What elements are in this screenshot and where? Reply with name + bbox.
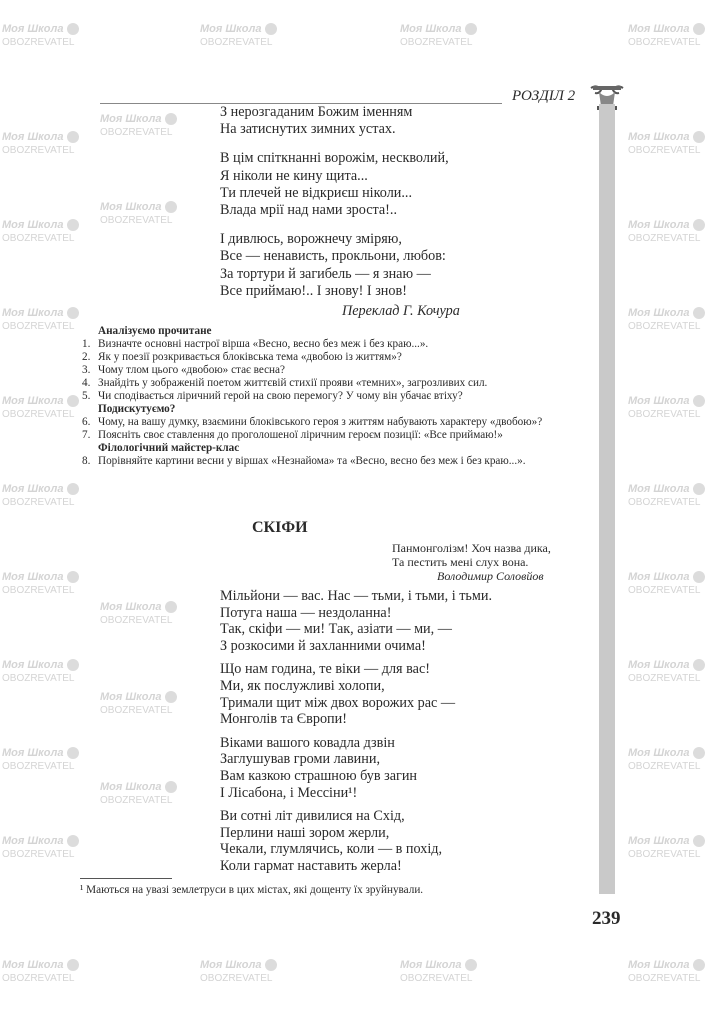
watermark-row — [100, 112, 177, 126]
watermark-school: Моя Школа — [400, 959, 462, 971]
watermark-brand: OBOZREVATEL — [628, 145, 701, 156]
verse-line: З нерозгаданим Божим іменням — [220, 104, 413, 120]
section-title: РОЗДІЛ 2 — [512, 88, 576, 104]
verse-line: І дивлюсь, ворожнечу зміряю, — [220, 231, 402, 248]
verse-line: Все приймаю!.. І знову! І знов! — [220, 282, 407, 299]
watermark-school: Моя Школа — [400, 23, 462, 35]
watermark-brand: OBOZREVATEL — [628, 673, 701, 684]
watermark-brand: OBOZREVATEL — [628, 37, 701, 48]
watermark — [400, 22, 477, 50]
watermark-logo-icon — [465, 23, 477, 35]
watermark-logo-icon — [465, 959, 477, 971]
epigraph-author: Володимир Соловйов — [437, 569, 544, 583]
watermark-row — [2, 958, 79, 972]
watermark-row — [628, 394, 705, 408]
verse-line: Монголів та Європи! — [220, 711, 347, 728]
watermark-school: Моя Школа — [628, 395, 690, 407]
watermark-logo-icon — [693, 395, 705, 407]
watermark-school: Моя Школа — [628, 747, 690, 759]
side-margin-bar — [599, 104, 615, 894]
watermark — [100, 200, 177, 228]
watermark-row — [400, 958, 477, 972]
epigraph-line: Панмонголізм! Хоч назва дика, — [392, 541, 551, 555]
watermark-brand: OBOZREVATEL — [400, 37, 473, 48]
watermark-brand: OBOZREVATEL — [100, 215, 173, 226]
verse-line: Ми, як послужливі холопи, — [220, 677, 385, 694]
watermark-school: Моя Школа — [628, 659, 690, 671]
watermark-brand: OBOZREVATEL — [2, 37, 75, 48]
question-number: 2. — [82, 351, 91, 363]
watermark-brand: OBOZREVATEL — [400, 973, 473, 984]
watermark — [628, 218, 705, 246]
watermark-brand: OBOZREVATEL — [2, 321, 75, 332]
watermark-logo-icon — [67, 219, 79, 231]
watermark-logo-icon — [67, 747, 79, 759]
stanza — [220, 735, 492, 801]
watermark-logo-icon — [693, 219, 705, 231]
watermark-school: Моя Школа — [628, 131, 690, 143]
watermark-brand: OBOZREVATEL — [200, 973, 273, 984]
watermark-logo-icon — [693, 571, 705, 583]
verse-line: Ти плечей не відкриєш ніколи... — [220, 184, 413, 201]
watermark-row — [2, 22, 79, 36]
watermark-row — [628, 306, 705, 320]
question-text: Чому, на вашу думку, взаємини блоківського героя з життям набувають характеру «двобою»? — [98, 416, 543, 428]
watermark-row — [2, 658, 79, 672]
watermark-brand: OBOZREVATEL — [628, 761, 701, 772]
verse-line: Що нам година, те віки — для вас! — [220, 661, 430, 678]
watermark-brand: OBOZREVATEL — [2, 761, 75, 772]
watermark — [628, 958, 705, 986]
watermark-row — [200, 958, 277, 972]
watermark-brand: OBOZREVATEL — [2, 973, 75, 984]
poem-scythians — [220, 588, 492, 882]
watermark — [628, 306, 705, 334]
watermark — [628, 658, 705, 686]
watermark — [100, 780, 177, 808]
questions-heading: Подискутуємо? — [98, 403, 176, 415]
watermark-logo-icon — [693, 307, 705, 319]
watermark-brand: OBOZREVATEL — [2, 409, 75, 420]
watermark-row — [100, 200, 177, 214]
watermark-school: Моя Школа — [100, 113, 162, 125]
question-text: Порівняйте картини весни у віршах «Незнайома» та «Весно, весно без меж і без краю...». — [98, 455, 526, 467]
verse-line: З розкосими й захланними очима! — [220, 637, 426, 654]
watermark-school: Моя Школа — [628, 483, 690, 495]
watermark-school: Моя Школа — [2, 395, 64, 407]
watermark — [100, 600, 177, 628]
watermark-logo-icon — [67, 571, 79, 583]
watermark-school: Моя Школа — [100, 781, 162, 793]
watermark-logo-icon — [67, 959, 79, 971]
watermark-logo-icon — [67, 483, 79, 495]
watermark-logo-icon — [67, 395, 79, 407]
watermark-school: Моя Школа — [628, 835, 690, 847]
verse-line: І Лісабона, і Мессіни¹! — [220, 784, 358, 801]
footnote-rule — [80, 878, 172, 879]
watermark — [628, 394, 705, 422]
translator-credit: Переклад Г. Кочура — [342, 303, 460, 319]
watermark-row — [2, 482, 79, 496]
watermark-school: Моя Школа — [100, 201, 162, 213]
footnote: ¹ Маються на увазі землетруси в цих містах, які дощенту їх зруйнували. — [80, 884, 424, 896]
poem-blok-ending — [220, 104, 449, 312]
watermark-school: Моя Школа — [100, 691, 162, 703]
watermark-row — [400, 22, 477, 36]
watermark — [100, 112, 177, 140]
watermark-school: Моя Школа — [628, 959, 690, 971]
watermark-brand: OBOZREVATEL — [2, 585, 75, 596]
question-item — [82, 390, 592, 403]
watermark-brand: OBOZREVATEL — [628, 849, 701, 860]
watermark-school: Моя Школа — [200, 23, 262, 35]
watermark-logo-icon — [693, 23, 705, 35]
verse-line: Так, скіфи — ми! Так, азіати — ми, — — [220, 621, 452, 638]
question-item — [82, 338, 592, 351]
watermark-logo-icon — [165, 781, 177, 793]
verse-line: Чекали, глумлячись, коли — в похід, — [220, 841, 443, 858]
watermark-row — [2, 218, 79, 232]
question-item — [82, 429, 592, 442]
watermark-brand: OBOZREVATEL — [2, 673, 75, 684]
watermark-row — [2, 306, 79, 320]
watermark — [2, 570, 79, 598]
questions-heading: Філологічний майстер-клас — [98, 442, 240, 454]
watermark-brand: OBOZREVATEL — [628, 321, 701, 332]
watermark-row — [628, 570, 705, 584]
watermark-logo-icon — [693, 131, 705, 143]
verse-line: Ви сотні літ дивилися на Схід, — [220, 808, 405, 825]
question-number: 5. — [82, 390, 91, 402]
question-number: 3. — [82, 364, 91, 376]
question-item — [82, 416, 592, 429]
stanza — [220, 808, 492, 874]
watermark-school: Моя Школа — [2, 959, 64, 971]
watermark-logo-icon — [693, 959, 705, 971]
stanza — [220, 150, 449, 219]
question-number: 1. — [82, 338, 91, 350]
watermark — [2, 218, 79, 246]
watermark-school: Моя Школа — [628, 307, 690, 319]
watermark-logo-icon — [165, 691, 177, 703]
watermark-row — [628, 834, 705, 848]
watermark-brand: OBOZREVATEL — [628, 973, 701, 984]
question-number: 6. — [82, 416, 91, 428]
watermark-row — [2, 130, 79, 144]
question-text: Як у поезії розкривається блоківська тема «двобою із життям»? — [98, 351, 402, 363]
watermark-row — [2, 834, 79, 848]
watermark-brand: OBOZREVATEL — [2, 233, 75, 244]
watermark-school: Моя Школа — [2, 571, 64, 583]
watermark-row — [628, 958, 705, 972]
question-item — [82, 364, 592, 377]
verse-line: За тортури й загибель — я знаю — — [220, 265, 431, 282]
watermark-logo-icon — [693, 835, 705, 847]
watermark-logo-icon — [67, 307, 79, 319]
watermark-logo-icon — [165, 201, 177, 213]
watermark-school: Моя Школа — [628, 219, 690, 231]
questions-heading: Аналізуємо прочитане — [98, 325, 212, 337]
verse-line: Я ніколи не кину щита... — [220, 167, 368, 184]
verse-line: В цім спіткнанні ворожім, нескволий, — [220, 150, 449, 167]
watermark — [2, 958, 79, 986]
watermark — [200, 22, 277, 50]
watermark-row — [100, 600, 177, 614]
watermark-brand: OBOZREVATEL — [2, 497, 75, 508]
verse-line: Все — ненависть, прокльони, любов: — [220, 248, 446, 265]
watermark-school: Моя Школа — [2, 307, 64, 319]
question-number: 4. — [82, 377, 91, 389]
watermark-school: Моя Школа — [2, 131, 64, 143]
watermark — [2, 22, 79, 50]
watermark-row — [200, 22, 277, 36]
question-text: Визначте основні настрої вірша «Весно, весно без меж і без краю...». — [98, 338, 429, 350]
watermark-row — [628, 22, 705, 36]
watermark-row — [628, 658, 705, 672]
watermark-brand: OBOZREVATEL — [628, 233, 701, 244]
watermark-school: Моя Школа — [2, 23, 64, 35]
watermark-logo-icon — [67, 23, 79, 35]
stanza — [220, 588, 492, 654]
watermark-school: Моя Школа — [2, 219, 64, 231]
watermark-school: Моя Школа — [628, 23, 690, 35]
watermark-row — [2, 570, 79, 584]
watermark — [2, 658, 79, 686]
watermark-brand: OBOZREVATEL — [2, 849, 75, 860]
question-text: Знайдіть у зображеній поетом життєвій стихії прояви «темних», загрозливих сил. — [98, 377, 488, 389]
watermark-logo-icon — [265, 959, 277, 971]
watermark — [628, 834, 705, 862]
watermark — [2, 130, 79, 158]
watermark-row — [2, 394, 79, 408]
stanza — [220, 661, 492, 727]
watermark-brand: OBOZREVATEL — [100, 127, 173, 138]
watermark-brand: OBOZREVATEL — [200, 37, 273, 48]
watermark — [628, 482, 705, 510]
question-item — [82, 351, 592, 364]
stanza — [220, 231, 449, 300]
watermark-school: Моя Школа — [2, 659, 64, 671]
watermark-logo-icon — [693, 747, 705, 759]
question-text: Чи сподівається ліричний герой на свою перемогу? У чому він убачає втіху? — [98, 390, 463, 402]
verse-line: Віками вашого ковадла дзвін — [220, 734, 395, 751]
watermark-logo-icon — [67, 131, 79, 143]
stanza — [220, 104, 449, 138]
verse-line: Тримали щит між двох ворожих рас — — [220, 694, 456, 711]
watermark-row — [628, 482, 705, 496]
verse-line: Вам казкою страшною був загин — [220, 767, 418, 784]
watermark — [2, 482, 79, 510]
watermark-logo-icon — [67, 835, 79, 847]
watermark — [200, 958, 277, 986]
page-number: 239 — [592, 908, 621, 929]
watermark — [2, 306, 79, 334]
watermark-row — [100, 690, 177, 704]
watermark — [2, 394, 79, 422]
watermark — [628, 130, 705, 158]
watermark — [2, 746, 79, 774]
watermark-row — [628, 746, 705, 760]
watermark-school: Моя Школа — [100, 601, 162, 613]
watermark — [100, 690, 177, 718]
watermark-school: Моя Школа — [2, 483, 64, 495]
watermark-row — [628, 130, 705, 144]
watermark-logo-icon — [67, 659, 79, 671]
watermark-brand: OBOZREVATEL — [100, 615, 173, 626]
watermark-school: Моя Школа — [2, 835, 64, 847]
epigraph-line: Та пестить мені слух вона. — [392, 555, 529, 569]
verse-line: Влада мрії над нами зроста!.. — [220, 202, 397, 219]
question-text: Чому тлом цього «двобою» стає весна? — [98, 364, 285, 376]
watermark-school: Моя Школа — [2, 747, 64, 759]
question-number: 7. — [82, 429, 91, 441]
question-number: 8. — [82, 455, 91, 467]
watermark — [2, 834, 79, 862]
watermark-school: Моя Школа — [628, 571, 690, 583]
watermark-brand: OBOZREVATEL — [628, 585, 701, 596]
watermark-brand: OBOZREVATEL — [100, 795, 173, 806]
questions-section — [82, 325, 592, 468]
question-item — [82, 377, 592, 390]
watermark-brand: OBOZREVATEL — [628, 409, 701, 420]
question-item — [82, 455, 592, 468]
verse-line: Перлини наші зором жерли, — [220, 824, 390, 841]
question-text: Поясніть своє ставлення до проголошеної ліричним героєм позиції: «Все приймаю!» — [98, 429, 503, 441]
poem-title: СКІФИ — [252, 519, 308, 536]
watermark-logo-icon — [693, 659, 705, 671]
verse-line: Коли гармат наставить жерла! — [220, 857, 402, 874]
watermark-brand: OBOZREVATEL — [628, 497, 701, 508]
watermark-row — [2, 746, 79, 760]
verse-line: Потуга наша — нездоланна! — [220, 604, 392, 621]
verse-line: Заглушував громи лавини, — [220, 751, 381, 768]
watermark-logo-icon — [265, 23, 277, 35]
watermark — [628, 746, 705, 774]
verse-line: Мільйони — вас. Нас — тьми, і тьми, і тьми. — [220, 588, 493, 604]
watermark — [628, 22, 705, 50]
watermark-row — [628, 218, 705, 232]
watermark-logo-icon — [165, 113, 177, 125]
verse-line: На затиснутих зимних устах. — [220, 121, 396, 138]
watermark-school: Моя Школа — [200, 959, 262, 971]
watermark-brand: OBOZREVATEL — [2, 145, 75, 156]
watermark — [628, 570, 705, 598]
watermark-logo-icon — [693, 483, 705, 495]
watermark — [400, 958, 477, 986]
watermark-logo-icon — [165, 601, 177, 613]
watermark-brand: OBOZREVATEL — [100, 705, 173, 716]
watermark-row — [100, 780, 177, 794]
